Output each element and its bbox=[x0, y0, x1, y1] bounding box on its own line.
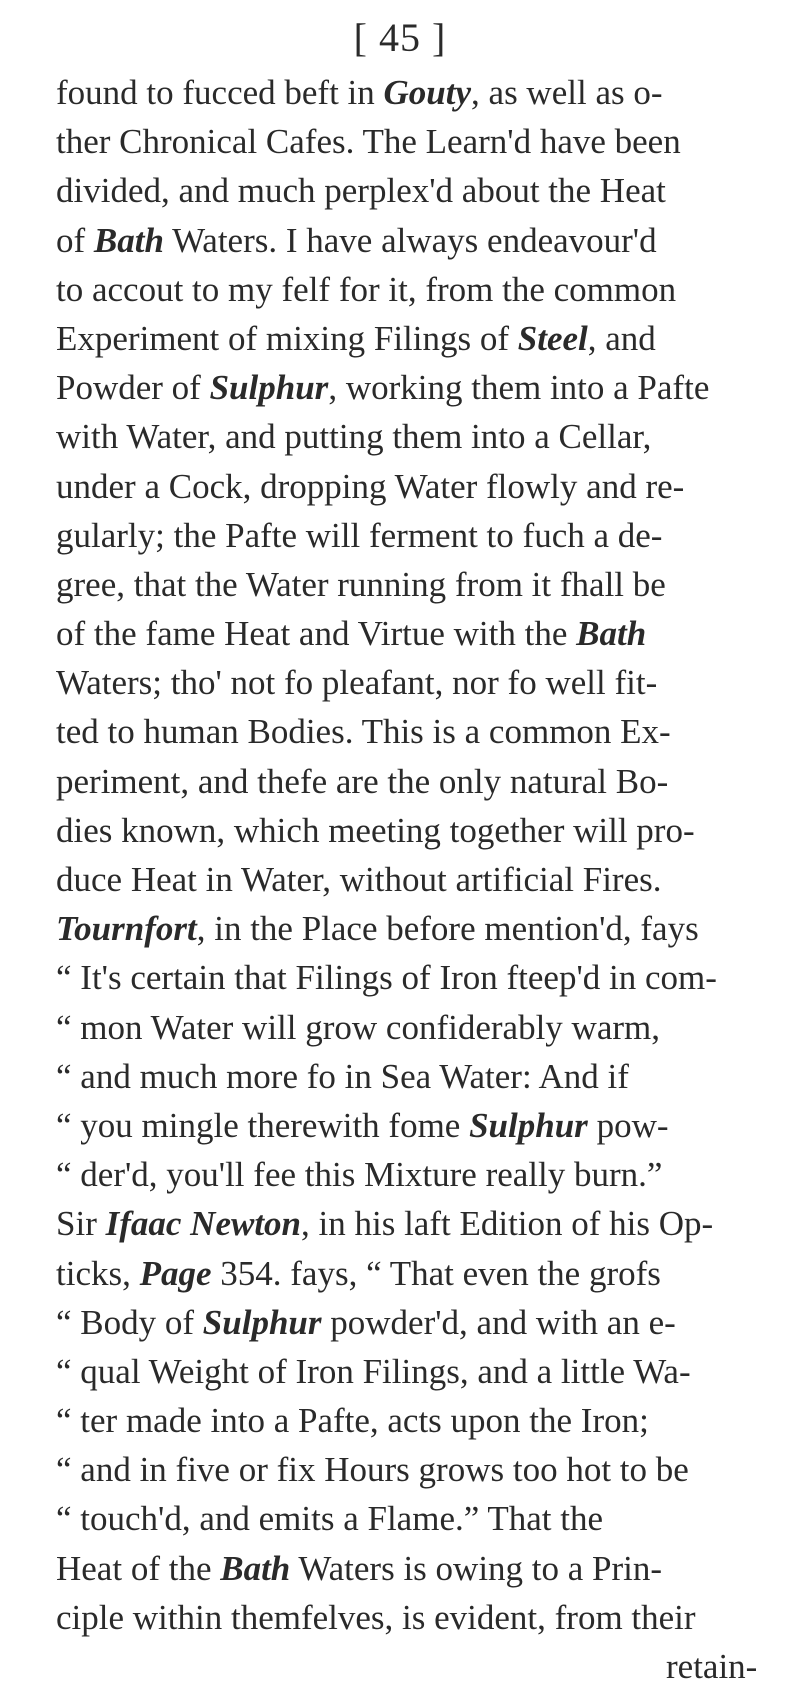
text-run: Experiment of mixing Filings of bbox=[56, 318, 518, 358]
text-line bbox=[56, 363, 756, 412]
text-line bbox=[56, 1593, 756, 1642]
text-line bbox=[56, 265, 756, 314]
text-run: “ touch'd, and emits a Flame.” That the bbox=[56, 1499, 604, 1539]
text-run: “ qual Weight of Iron Filings, and a little Wa- bbox=[56, 1351, 691, 1391]
text-line bbox=[56, 806, 756, 855]
text-line bbox=[56, 1396, 756, 1445]
text-run: ted to human Bodies. This is a common Ex- bbox=[56, 712, 671, 752]
text-line bbox=[56, 1494, 756, 1543]
text-line bbox=[56, 68, 756, 117]
text-run: periment, and thefe are the only natural Bo- bbox=[56, 761, 669, 801]
text-run: divided, and much perplex'd about the Heat bbox=[56, 171, 666, 211]
text-line bbox=[56, 511, 756, 560]
text-run: ther Chronical Cafes. The Learn'd have been bbox=[56, 122, 681, 162]
text-run: , in his laft Edition of his Op- bbox=[301, 1204, 714, 1244]
text-line bbox=[56, 1150, 756, 1199]
italic-text: Gouty bbox=[383, 73, 472, 112]
catchword: retain- bbox=[666, 1647, 758, 1686]
text-run: “ It's certain that Filings of Iron fteep'd in com- bbox=[56, 958, 717, 998]
text-line bbox=[56, 1003, 756, 1052]
text-run: “ ter made into a Pafte, acts upon the Iron; bbox=[56, 1401, 649, 1441]
text-run: of the fame Heat and Virtue with the bbox=[56, 614, 577, 654]
text-run: gularly; the Pafte will ferment to fuch a de- bbox=[56, 515, 663, 555]
italic-text: Page bbox=[139, 1253, 212, 1293]
text-run: Heat of the bbox=[56, 1548, 221, 1588]
text-line bbox=[56, 1101, 756, 1150]
text-run: 354. fays, “ That even the grofs bbox=[211, 1253, 661, 1293]
text-run: Waters is owing to a Prin- bbox=[290, 1548, 663, 1588]
text-run: to accout to my felf for it, from the common bbox=[56, 269, 677, 309]
italic-text: Bath bbox=[220, 1548, 291, 1588]
text-run: “ mon Water will grow confiderably warm, bbox=[56, 1007, 660, 1047]
text-run: pow- bbox=[587, 1105, 669, 1145]
text-run: , as well as o- bbox=[471, 73, 663, 112]
text-run: powder'd, and with an e- bbox=[321, 1302, 676, 1342]
italic-text: Bath bbox=[576, 614, 647, 654]
text-line bbox=[56, 1347, 756, 1396]
text-line bbox=[56, 1052, 756, 1101]
text-run: under a Cock, dropping Water flowly and re- bbox=[56, 466, 685, 506]
text-line bbox=[56, 560, 756, 609]
text-line bbox=[56, 707, 756, 756]
text-line bbox=[56, 1199, 756, 1248]
text-run: “ der'd, you'll fee this Mixture really burn.” bbox=[56, 1155, 663, 1195]
text-line bbox=[56, 166, 756, 215]
italic-text: Sulphur bbox=[209, 368, 329, 408]
text-line bbox=[56, 1249, 756, 1298]
text-run: ticks, bbox=[56, 1253, 140, 1293]
text-line bbox=[56, 1544, 756, 1593]
text-line bbox=[56, 953, 756, 1002]
text-run: , working them into a Pafte bbox=[328, 368, 710, 408]
page-number: [ 45 ] bbox=[353, 15, 447, 60]
text-line bbox=[56, 462, 756, 511]
text-run: “ and in five or fix Hours grows too hot to be bbox=[56, 1450, 689, 1490]
text-line bbox=[56, 904, 756, 953]
italic-text: Ifaac Newton bbox=[105, 1204, 302, 1244]
text-run: gree, that the Water running from it fhall be bbox=[56, 564, 666, 604]
text-line bbox=[56, 412, 756, 461]
text-run: dies known, which meeting together will pro- bbox=[56, 810, 695, 850]
text-run: “ and much more fo in Sea Water: And if bbox=[56, 1056, 629, 1096]
italic-text: Steel bbox=[517, 318, 588, 358]
text-line bbox=[56, 117, 756, 166]
text-line bbox=[56, 658, 756, 707]
italic-text: Sulphur bbox=[202, 1302, 322, 1342]
text-run: Powder of bbox=[56, 368, 210, 408]
text-line bbox=[56, 1298, 756, 1347]
text-run: found to fucced beft in bbox=[56, 73, 384, 112]
text-line bbox=[56, 314, 756, 363]
text-run: , and bbox=[587, 318, 656, 358]
italic-text: Tournfort bbox=[56, 909, 197, 949]
text-run: with Water, and putting them into a Cellar, bbox=[56, 417, 652, 457]
italic-text: Sulphur bbox=[469, 1105, 588, 1145]
text-run: “ Body of bbox=[56, 1302, 203, 1342]
text-line bbox=[56, 609, 756, 658]
text-run: duce Heat in Water, without artificial Fires. bbox=[56, 860, 662, 899]
body-text bbox=[56, 68, 756, 1691]
text-run: of bbox=[56, 220, 94, 260]
text-run: Waters. I have always endeavour'd bbox=[163, 220, 657, 260]
text-line bbox=[56, 757, 756, 806]
italic-text: Bath bbox=[93, 220, 164, 260]
text-line bbox=[56, 855, 756, 904]
text-run: “ you mingle therewith fome bbox=[56, 1105, 470, 1145]
text-run: Sir bbox=[56, 1204, 106, 1244]
text-run: , in the Place before mention'd, fays bbox=[196, 909, 699, 949]
text-line bbox=[56, 216, 756, 265]
text-run: ciple within themfelves, is evident, from their bbox=[56, 1597, 696, 1637]
text-line bbox=[56, 1445, 756, 1494]
text-run: Waters; tho' not fo pleafant, nor fo well fit- bbox=[56, 663, 658, 703]
